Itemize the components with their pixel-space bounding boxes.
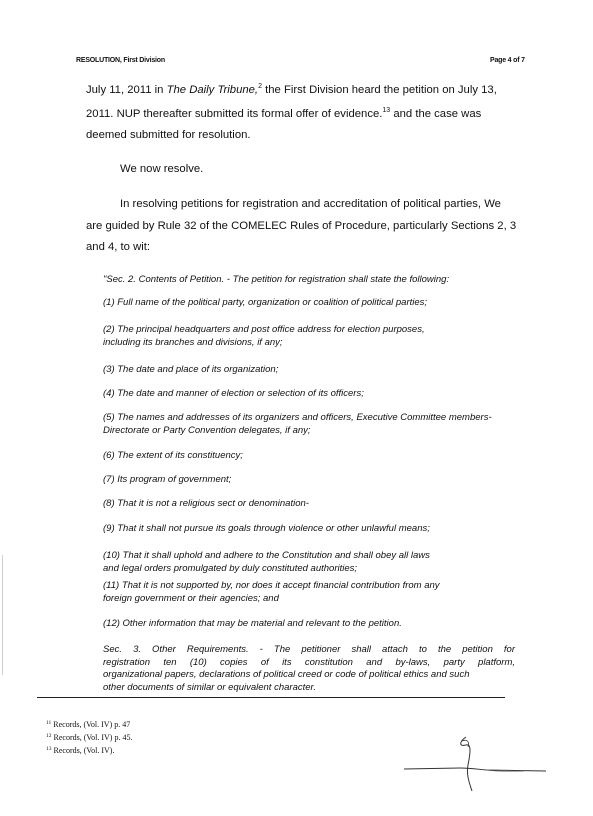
footnote-ref: 13 — [382, 107, 391, 114]
item-2: (2) The principal headquarters and post office address for election purposes, including its branches and divisions, if any; — [103, 324, 425, 348]
item-9: (9) That it shall not pursue its goals through violence or other unlawful means; — [103, 523, 430, 534]
footnote-ref: 2 — [258, 83, 262, 90]
item-8: (8) That it is not a religious sect or denomination- — [103, 498, 309, 509]
scan-margin-line — [2, 555, 3, 675]
body-line-3: deemed submitted for resolution. — [86, 129, 251, 141]
item-1: (1) Full name of the political party, organization or coalition of political parties; — [103, 297, 428, 308]
footnote-separator — [37, 697, 505, 698]
item-10: (10) That it shall uphold and adhere to the Constitution and shall obey all laws and legal orders promulgated by duly constituted authorities; — [103, 550, 430, 574]
item-6: (6) The extent of its constituency; — [103, 450, 243, 461]
body-line-1: July 11, 2011 in The Daily Tribune,$^2$ the First Division heard the petition on July 13, — [86, 83, 497, 96]
publication-name: The Daily Tribune, — [166, 84, 259, 96]
footnote-13: $^{13}$ Records, (Vol. IV). — [46, 746, 115, 755]
item-7: (7) Its program of government; — [103, 474, 232, 485]
item-3: (3) The date and place of its organization; — [103, 364, 279, 375]
guide-line-3: and 4, to wit: — [86, 241, 151, 253]
item-5: (5) The names and addresses of its organizers and officers, Executive Committee members- Directorate or Party Convention delegates, if any; — [103, 412, 492, 436]
footnote-11: $^{11}$ Records, (Vol. IV) p. 47 — [46, 720, 131, 729]
section-3: Sec. 3. Other Requirements. - The petitioner shall attach to the petition for registration ten (10) copies of its constitution and by-laws, party platform, organizational papers, declarations of political creed or code of political ethics and such other documents of similar or equivalent character. — [103, 644, 515, 693]
section-2-heading: "Sec. 2. Contents of Petition. - The petition for registration shall state the following: — [103, 274, 450, 285]
footnote-12: $^{12}$ Records, (Vol. IV) p. 45. — [46, 733, 133, 742]
date-text: July 11, 2011 — [86, 84, 152, 96]
guide-line-2: are guided by Rule 32 of the COMELEC Rules of Procedure, particularly Sections 2, 3 — [86, 220, 517, 232]
item-11: (11) That it is not supported by, nor does it accept financial contribution from any foreign government or their agencies; and — [103, 580, 440, 604]
signature — [400, 735, 550, 795]
header-left: RESOLUTION, First Division — [76, 57, 165, 64]
guide-line-1: In resolving petitions for registration and accreditation of political parties, We — [120, 198, 501, 210]
page-number: Page 4 of 7 — [490, 57, 525, 64]
body-line-2: 2011. NUP thereafter submitted its formal offer of evidence.$^{13}$ and the case was — [86, 107, 482, 120]
item-4: (4) The date and manner of election or selection of its officers; — [103, 388, 364, 399]
resolve-paragraph: We now resolve. — [120, 163, 204, 175]
item-12: (12) Other information that may be material and relevant to the petition. — [103, 618, 402, 629]
